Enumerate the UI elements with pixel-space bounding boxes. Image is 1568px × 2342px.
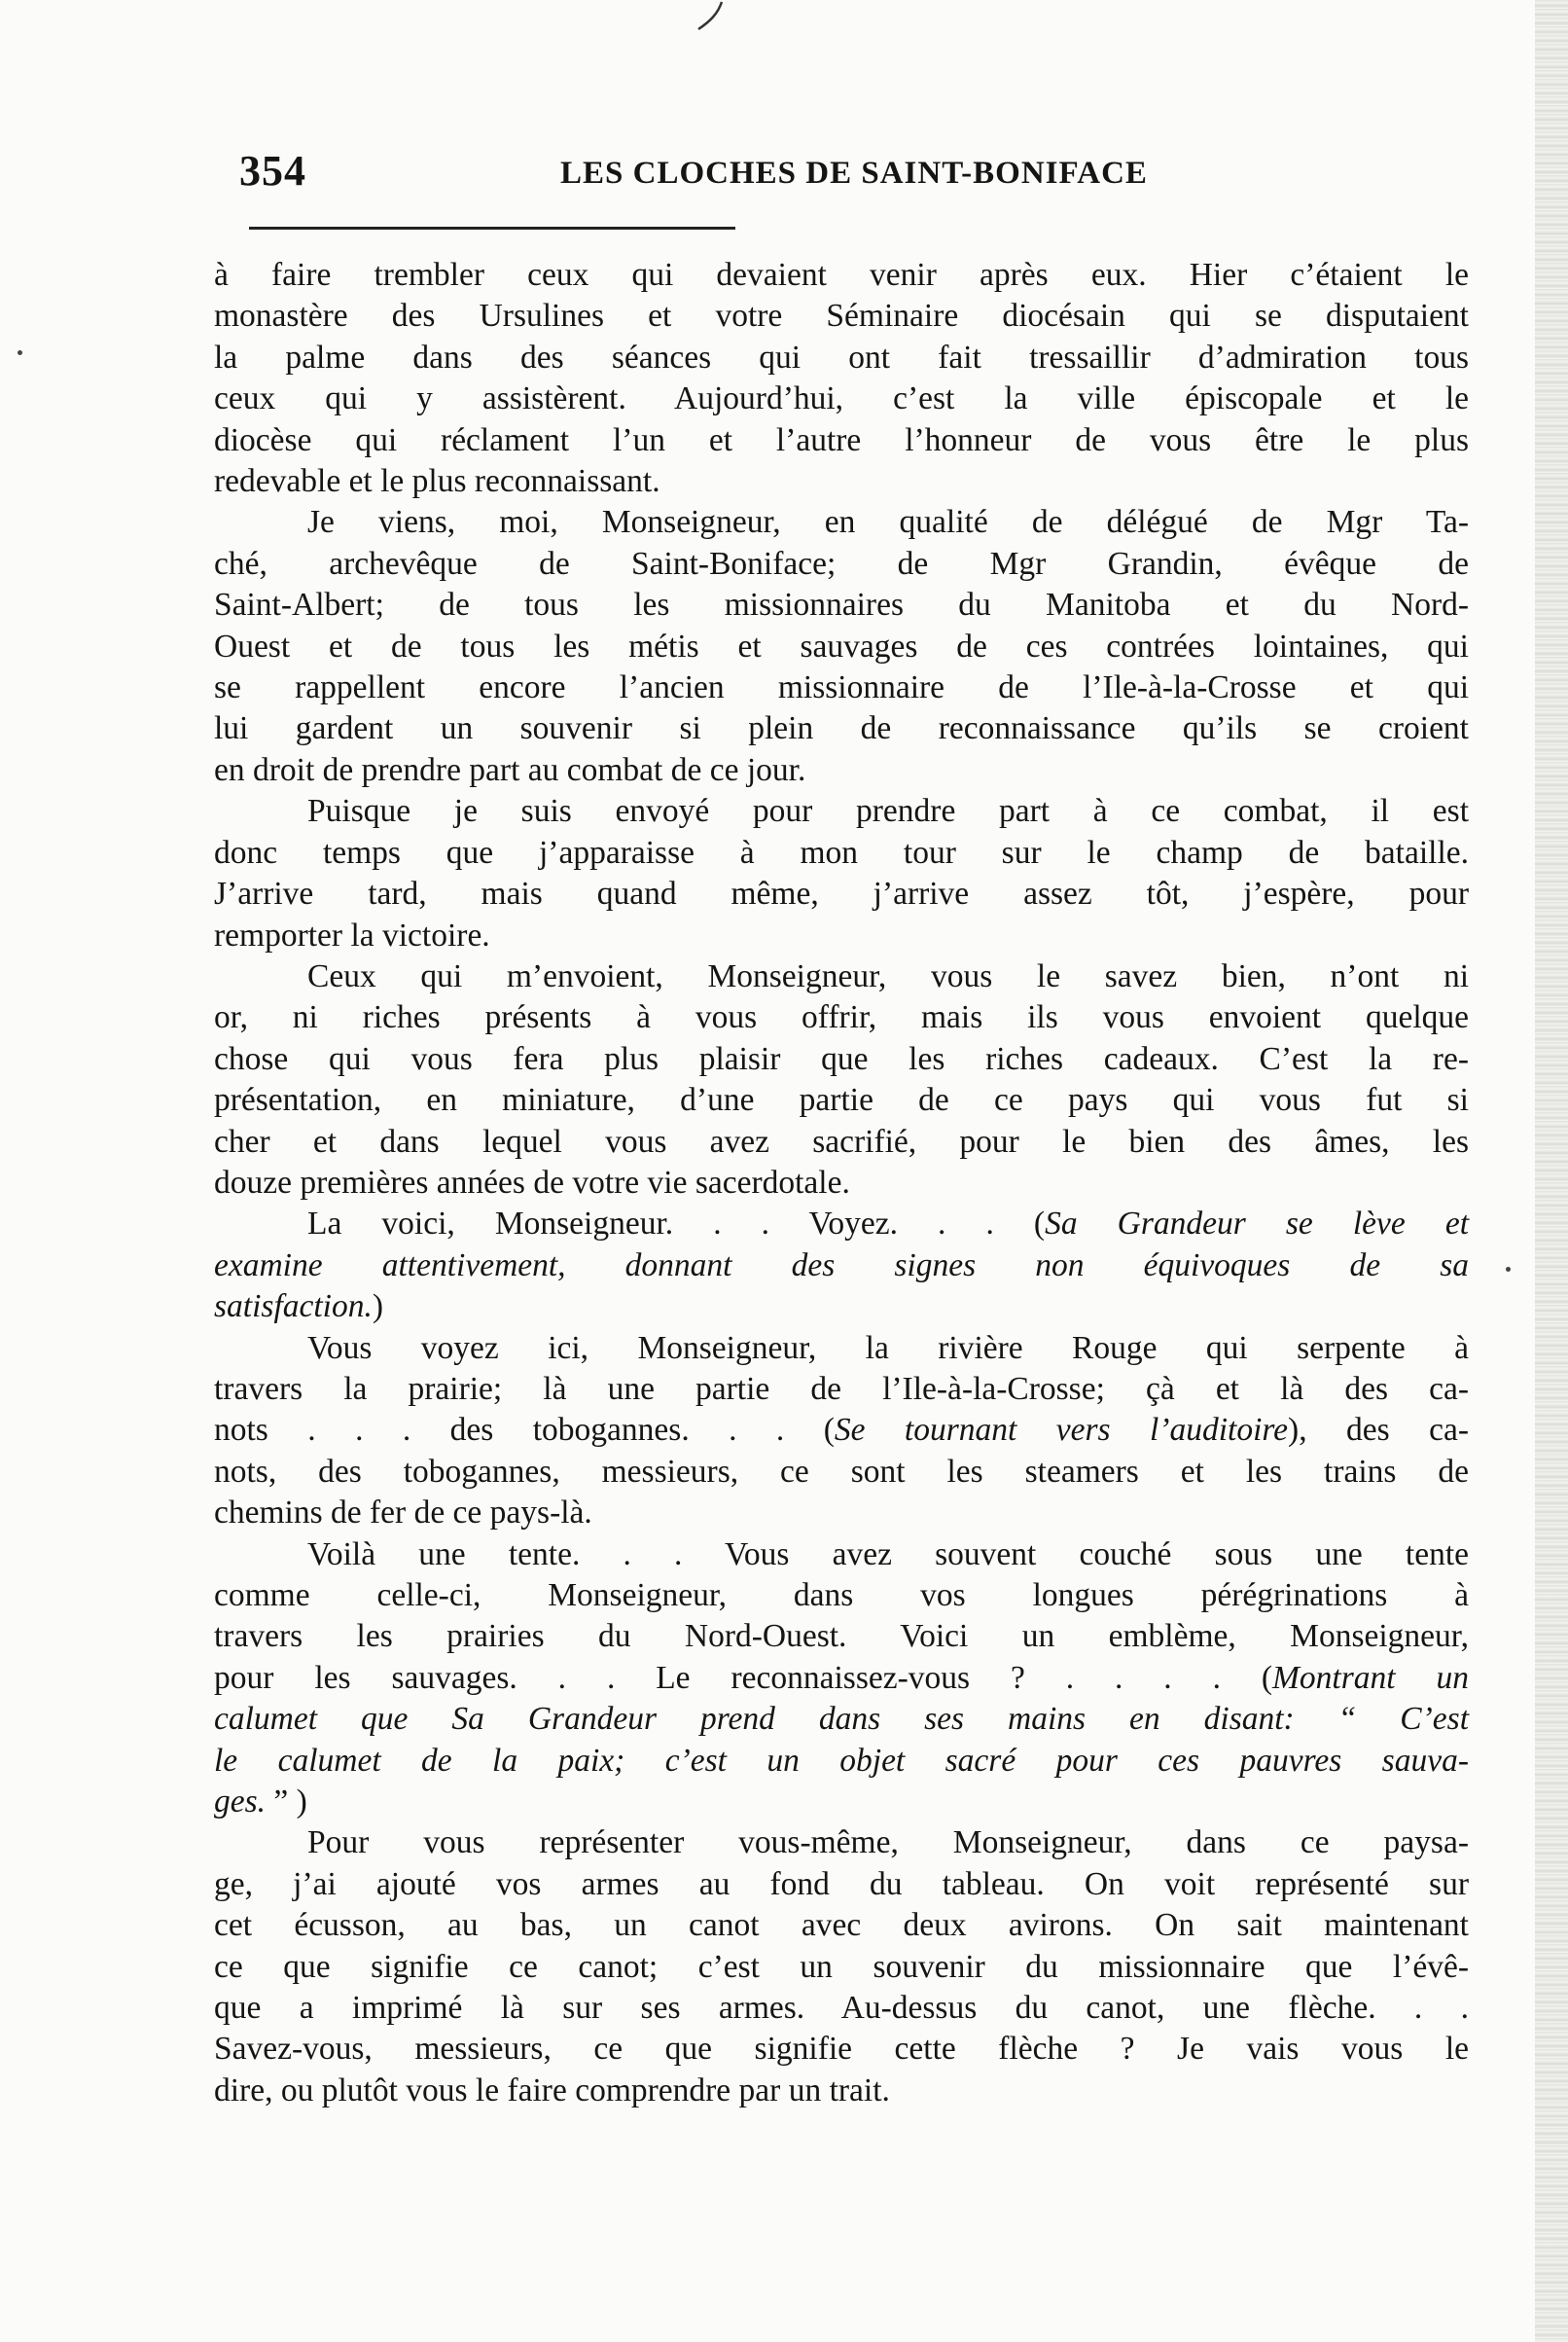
pen-mark xyxy=(681,0,739,39)
italic-text: calumet que Sa Grandeur prend dans ses mains en disant: “ C’est xyxy=(214,1701,1469,1738)
text-segment: la palme dans des séances qui ont fait tressaillir d’admiration tous xyxy=(214,339,1469,376)
text-segment: ce que signifie ce canot; c’est un souvenir du missionnaire que l’évê- xyxy=(214,1948,1469,1985)
paragraph xyxy=(214,791,1469,956)
text-segment: J’arrive tard, mais quand même, j’arrive assez tôt, j’espère, pour xyxy=(214,876,1469,913)
text-segment: Savez-vous, messieurs, ce que signifie cette flèche ? Je vais vous le xyxy=(214,2031,1469,2068)
text-segment: monastère des Ursulines et votre Séminaire diocésain qui se disputaient xyxy=(214,298,1469,335)
text-segment: nots, des tobogannes, messieurs, ce sont les steamers et les trains de xyxy=(214,1453,1469,1490)
italic-text: satisfaction. xyxy=(214,1288,373,1325)
text-segment: Ouest et de tous les métis et sauvages de ces contrées lointaines, qui xyxy=(214,628,1469,665)
text-line xyxy=(214,791,1469,832)
text-line xyxy=(214,833,1469,874)
text-line xyxy=(214,1822,1469,1863)
text-segment: à faire trembler ceux qui devaient venir après eux. Hier c’étaient le xyxy=(214,257,1469,293)
text-line xyxy=(214,1988,1469,2029)
text-line xyxy=(214,1039,1469,1080)
text-segment: pour les sauvages. . . Le reconnaissez-vous ? . . . . ( xyxy=(214,1659,1273,1696)
text-line xyxy=(214,1575,1469,1616)
text-segment: travers la prairie; là une partie de l’Ile-à-la-Crosse; çà et là des ca- xyxy=(214,1370,1469,1407)
text-line xyxy=(214,667,1469,708)
italic-text: Sa Grandeur se lève et xyxy=(1045,1206,1470,1243)
text-line xyxy=(214,1452,1469,1493)
text-line xyxy=(214,1286,1469,1327)
text-line xyxy=(214,1905,1469,1946)
text-line xyxy=(214,1163,1469,1204)
text-segment: ge, j’ai ajouté vos armes au fond du tableau. On voit représenté sur xyxy=(214,1865,1469,1902)
text-segment: ceux qui y assistèrent. Aujourd’hui, c’est la ville épiscopale et le xyxy=(214,380,1469,417)
page-number: 354 xyxy=(239,147,306,195)
text-segment: chose qui vous fera plus plaisir que les riches cadeaux. C’est la re- xyxy=(214,1040,1469,1077)
margin-speck xyxy=(1506,1267,1511,1272)
page-header xyxy=(239,146,1465,214)
text-line xyxy=(214,1658,1469,1699)
text-segment: or, ni riches présents à vous offrir, mais ils vous envoient quelque xyxy=(214,999,1469,1036)
text-line xyxy=(214,1122,1469,1163)
text-segment: Ceux qui m’envoient, Monseigneur, vous le savez bien, n’ont ni xyxy=(307,957,1469,994)
italic-text: ges. xyxy=(214,1784,267,1820)
paragraph xyxy=(214,502,1469,791)
text-line xyxy=(214,1328,1469,1369)
margin-speck xyxy=(18,350,22,355)
text-line xyxy=(214,627,1469,667)
text-segment: Saint-Albert; de tous les missionnaires du Manitoba et du Nord- xyxy=(214,587,1469,624)
text-line xyxy=(214,1369,1469,1410)
text-segment: Voilà une tente. . . Vous avez souvent couché sous une tente xyxy=(307,1535,1469,1572)
text-segment: ) xyxy=(372,1288,384,1325)
text-line xyxy=(214,2029,1469,2070)
text-line xyxy=(214,1699,1469,1740)
text-line xyxy=(214,750,1469,791)
text-segment: se rappellent encore l’ancien missionnaire de l’Ile-à-la-Crosse et qui xyxy=(214,669,1469,706)
text-segment: chemins de fer de ce pays-là. xyxy=(214,1495,592,1531)
text-segment: que a imprimé là sur ses armes. Au-dessus du canot, une flèche. . . xyxy=(214,1990,1469,2027)
paragraph xyxy=(214,255,1469,502)
text-line xyxy=(214,585,1469,626)
text-line xyxy=(214,1616,1469,1657)
text-line xyxy=(214,874,1469,915)
text-line xyxy=(214,916,1469,956)
italic-text: Montrant un xyxy=(1272,1659,1469,1696)
text-line xyxy=(214,1245,1469,1286)
text-line xyxy=(214,1864,1469,1905)
text-segment: Je viens, moi, Monseigneur, en qualité de délégué de Mgr Ta- xyxy=(307,504,1469,541)
text-segment: ), des ca- xyxy=(1288,1412,1469,1449)
text-line xyxy=(214,2071,1469,2111)
text-segment: ché, archevêque de Saint-Boniface; de Mgr Grandin, évêque de xyxy=(214,545,1469,582)
text-segment: présentation, en miniature, d’une partie de ce pays qui vous fut si xyxy=(214,1082,1469,1119)
text-segment: redevable et le plus reconnaissant. xyxy=(214,463,660,500)
text-segment: comme celle-ci, Monseigneur, dans vos longues pérégrinations à xyxy=(214,1577,1469,1613)
text-line xyxy=(214,1080,1469,1121)
text-segment: ” ) xyxy=(266,1784,307,1820)
text-segment: nots . . . des tobogannes. . . ( xyxy=(214,1412,835,1449)
header-rule xyxy=(249,227,735,230)
paragraph xyxy=(214,1534,1469,1823)
text-segment: dire, ou plutôt vous le faire comprendre par un trait. xyxy=(214,2072,890,2108)
text-line xyxy=(214,338,1469,378)
italic-text: Se tournant vers l’auditoire xyxy=(834,1412,1289,1449)
text-segment: douze premières années de votre vie sacerdotale. xyxy=(214,1164,850,1201)
running-head: LES CLOCHES DE SAINT-BONIFACE xyxy=(560,156,1148,191)
text-line xyxy=(214,1782,1469,1822)
text-line xyxy=(214,1204,1469,1244)
text-segment: remporter la victoire. xyxy=(214,917,490,954)
text-segment: diocèse qui réclament l’un et l’autre l’honneur de vous être le plus xyxy=(214,421,1469,458)
text-segment: cher et dans lequel vous avez sacrifié, pour le bien des âmes, les xyxy=(214,1123,1469,1160)
italic-text: le calumet de la paix; c’est un objet sacré pour ces pauvres sauva- xyxy=(214,1742,1469,1779)
text-line xyxy=(214,997,1469,1038)
paragraph xyxy=(214,1204,1469,1327)
text-segment: Puisque je suis envoyé pour prendre part à ce combat, il est xyxy=(307,793,1469,830)
paragraph xyxy=(214,1822,1469,2111)
paragraph xyxy=(214,956,1469,1204)
text-line xyxy=(214,502,1469,543)
text-line xyxy=(214,255,1469,296)
text-line xyxy=(214,708,1469,749)
text-line xyxy=(214,956,1469,997)
text-segment: Vous voyez ici, Monseigneur, la rivière Rouge qui serpente à xyxy=(307,1329,1469,1366)
text-segment: travers les prairies du Nord-Ouest. Voici un emblème, Monseigneur, xyxy=(214,1618,1469,1655)
paragraph xyxy=(214,1328,1469,1534)
binding-edge xyxy=(1535,0,1568,2342)
text-segment: La voici, Monseigneur. . . Voyez. . . ( xyxy=(307,1206,1046,1243)
text-line xyxy=(214,1534,1469,1575)
text-line xyxy=(214,461,1469,502)
text-line xyxy=(214,1493,1469,1533)
text-segment: lui gardent un souvenir si plein de reconnaissance qu’ils se croient xyxy=(214,710,1469,747)
text-segment: donc temps que j’apparaisse à mon tour sur le champ de bataille. xyxy=(214,834,1469,871)
text-line xyxy=(214,296,1469,337)
body-text xyxy=(214,255,1469,2111)
text-segment: cet écusson, au bas, un canot avec deux avirons. On sait maintenant xyxy=(214,1907,1469,1944)
text-line xyxy=(214,1410,1469,1451)
text-line xyxy=(214,1947,1469,1988)
text-line xyxy=(214,378,1469,419)
text-line xyxy=(214,544,1469,585)
text-line xyxy=(214,420,1469,461)
text-line xyxy=(214,1741,1469,1782)
text-segment: Pour vous représenter vous-même, Monseigneur, dans ce paysa- xyxy=(307,1824,1469,1861)
italic-text: examine attentivement, donnant des signes non équivoques de sa xyxy=(214,1246,1469,1283)
text-segment: en droit de prendre part au combat de ce jour. xyxy=(214,751,806,788)
